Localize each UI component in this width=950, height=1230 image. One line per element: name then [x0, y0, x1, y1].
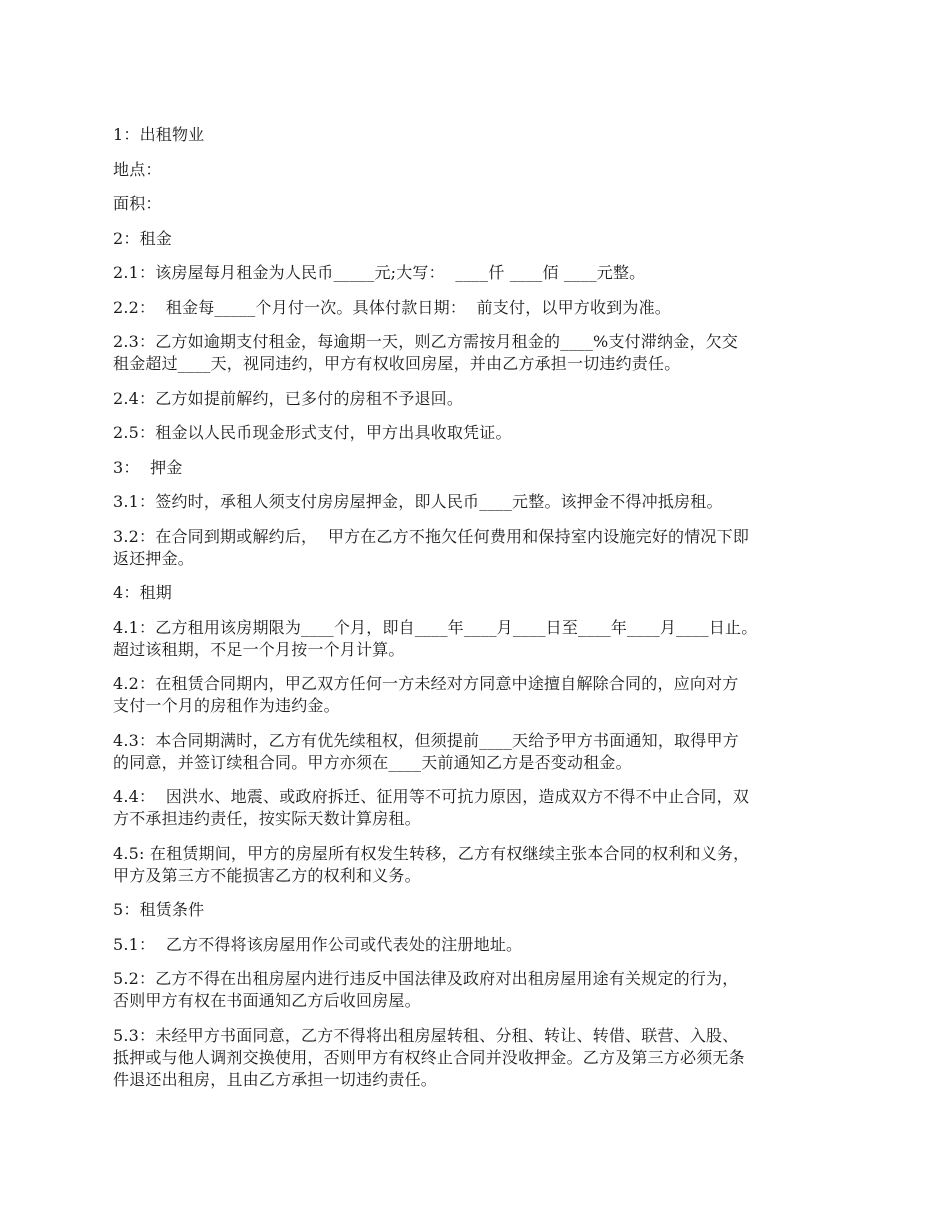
location-field: 地点： [113, 159, 162, 179]
clause-4-4: 4.4： 因洪水、地震、或政府拆迁、征用等不可抗力原因，造成双方不得不中止合同，双 方不承担违约责任，按实际天数计算房租。 [113, 787, 750, 828]
clause-5-3: 5.3：未经甲方书面同意，乙方不得将出租房屋转租、分租、转让、转借、联营、入股、 抵押或与他人调剂交换使用，否则甲方有权终止合同并没收押金。乙方及第三方必须无条 件退还出租房，且由乙方承担一切违约责任。 [113, 1025, 745, 1089]
section-1-heading: 1：出租物业 [113, 125, 205, 144]
section-5-heading: 5：租赁条件 [113, 900, 205, 919]
clause-3-2: 3.2：在合同到期或解约后， 甲方在乙方不拖欠任何费用和保持室内设施完好的情况下即 返还押金。 [113, 526, 750, 568]
clause-4-1: 4.1：乙方租用该房期限为____个月，即自____年____月____日至____年____月____日止。 超过该租期，不足一个月按一个月计算。 [113, 617, 758, 659]
clause-3-1: 3.1：签约时，承租人须支付房房屋押金，即人民币____元整。该押金不得冲抵房租。 [113, 492, 723, 511]
section-3-heading: 3： 押金 [113, 457, 183, 477]
area-field: 面积： [113, 194, 162, 213]
clause-4-5: 4.5: 在租赁期间，甲方的房屋所有权发生转移，乙方有权继续主张本合同的权利和义务， 甲方及第三方不能损害乙方的权利和义务。 [113, 843, 750, 885]
clause-2-2: 2.2： 租金每_____个月付一次。具体付款日期： 前支付，以甲方收到为准。 [113, 297, 671, 317]
clause-4-3: 4.3：本合同期满时，乙方有优先续租权，但须提前____天给予甲方书面通知，取得甲方 的同意，并签订续租合同。甲方亦须在____天前通知乙方是否变动租金。 [113, 730, 739, 772]
clause-2-4: 2.4：乙方如提前解约，已多付的房租不予退回。 [113, 388, 464, 408]
section-4-heading: 4：租期 [113, 583, 172, 602]
clause-4-2: 4.2：在租赁合同期内，甲乙双方任何一方未经对方同意中途擅自解除合同的，应向对方 支付一个月的房租作为违约金。 [113, 674, 739, 715]
clause-5-2: 5.2：乙方不得在出租房屋内进行违反中国法律及政府对出租房屋用途有关规定的行为， 否则甲方有权在书面通知乙方后收回房屋。 [113, 969, 739, 1010]
clause-2-3: 2.3：乙方如逾期支付租金，每逾期一天，则乙方需按月租金的____%支付滞纳金，欠交 租金超过____天，视同违约，甲方有权收回房屋，并由乙方承担一切违约责任。 [113, 332, 739, 373]
section-2-heading: 2：租金 [113, 228, 172, 248]
clause-5-1: 5.1： 乙方不得将该房屋用作公司或代表处的注册地址。 [113, 934, 523, 954]
clause-2-5: 2.5：租金以人民币现金形式支付，甲方出具收取凭证。 [113, 423, 512, 442]
clause-2-1: 2.1：该房屋每月租金为人民币_____元;大写： ____仟 ____佰 ____元整。 [113, 263, 646, 282]
